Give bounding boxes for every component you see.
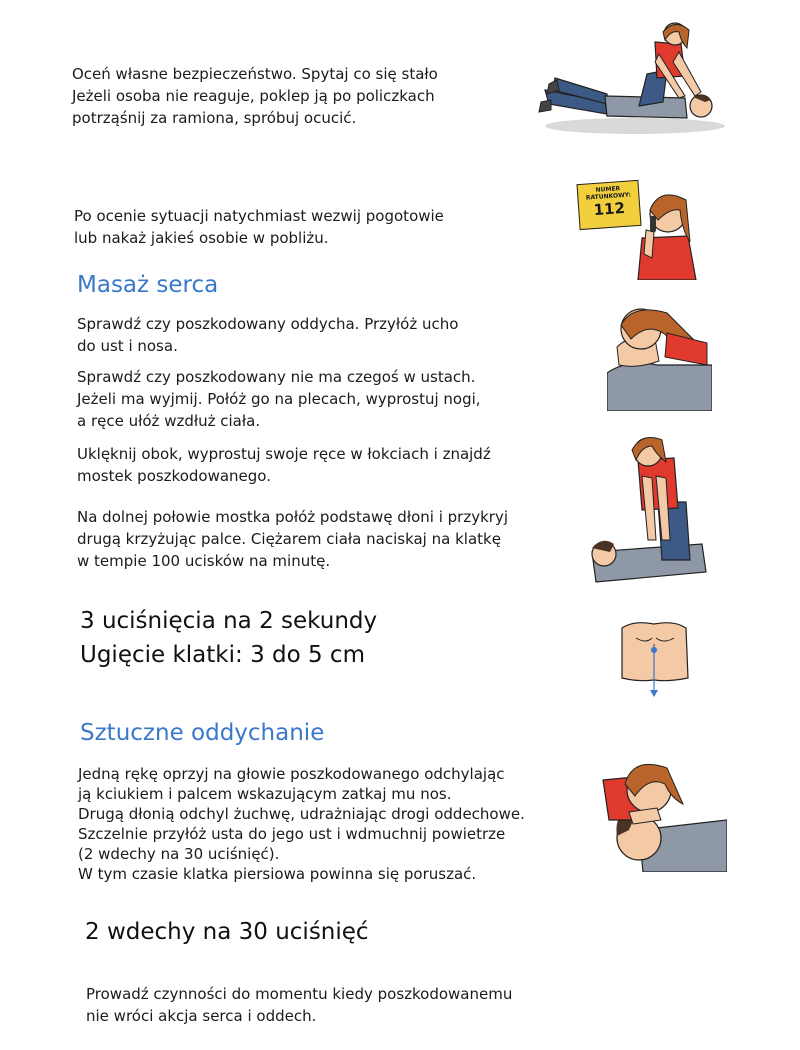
step1-text [72, 63, 438, 129]
breathing-line: Szczelnie przyłóż usta do jego ust i wdmuchnij powietrze [78, 825, 506, 843]
illustration-torso-compression-point [616, 618, 692, 700]
cpr-line: w tempie 100 ucisków na minutę. [77, 552, 331, 570]
cpr-paragraph-4 [77, 506, 508, 572]
sign-line2: RATUNKOWY: [585, 191, 632, 202]
cpr-summary-line: Ugięcie klatki: 3 do 5 cm [80, 642, 365, 668]
section-heading-cpr: Masaż serca [77, 272, 219, 298]
cpr-line: a ręce ułóż wzdłuż ciała. [77, 412, 261, 430]
sign-line1: NUMER [595, 185, 621, 194]
final-instruction [86, 983, 512, 1027]
breathing-paragraph [78, 764, 525, 884]
breathing-summary: 2 wdechy na 30 uciśnięć [85, 919, 369, 945]
cpr-paragraph-2 [77, 366, 481, 432]
final-line: nie wróci akcja serca i oddech. [86, 1007, 317, 1025]
illustration-rescue-breathing [599, 750, 727, 872]
section-heading-breathing: Sztuczne oddychanie [80, 720, 325, 746]
cpr-line: Sprawdź czy poszkodowany nie ma czegoś w ustach. [77, 368, 476, 386]
step2-line: Po ocenie sytuacji natychmiast wezwij pogotowie [74, 207, 444, 225]
step2-text [74, 205, 444, 249]
cpr-paragraph-3 [77, 443, 491, 487]
breathing-line: Drugą dłonią odchyl żuchwę, udrażniając drogi oddechowe. [78, 805, 525, 823]
breathing-line: W tym czasie klatka piersiowa powinna się poruszać. [78, 865, 477, 883]
step2-line: lub nakaż jakieś osobie w pobliżu. [74, 229, 329, 247]
cpr-summary-line: 3 uciśnięcia na 2 sekundy [80, 608, 378, 634]
illustration-check-breathing [607, 303, 712, 411]
cpr-line: drugą krzyżując palce. Ciężarem ciała naciskaj na klatkę [77, 530, 501, 548]
cpr-line: Jeżeli ma wyjmij. Połóż go na plecach, wyprostuj nogi, [77, 390, 481, 408]
cpr-line: do ust i nosa. [77, 337, 178, 355]
illustration-chest-compressions [582, 432, 712, 587]
cpr-paragraph-1 [77, 313, 458, 357]
breathing-line: Jedną rękę oprzyj na głowie poszkodowanego odchylając [78, 765, 505, 783]
cpr-line: Na dolnej połowie mostka połóż podstawę dłoni i przykryj [77, 508, 508, 526]
step1-line: Oceń własne bezpieczeństwo. Spytaj co się stało [72, 65, 438, 83]
sign-number: 112 [593, 198, 626, 220]
breathing-line: (2 wdechy na 30 uciśnięć). [78, 845, 280, 863]
cpr-summary [80, 604, 377, 672]
step1-line: Jeżeli osoba nie reaguje, poklep ją po policzkach [72, 87, 435, 105]
step1-line: potrząśnij za ramiona, spróbuj ocucić. [72, 109, 357, 127]
cpr-line: Uklęknij obok, wyprostuj swoje ręce w łokciach i znajdź [77, 445, 491, 463]
final-line: Prowadź czynności do momentu kiedy poszkodowanemu [86, 985, 513, 1003]
breathing-line: ją kciukiem i palcem wskazującym zatkaj mu nos. [78, 785, 452, 803]
illustration-phone-call [630, 180, 700, 280]
illustration-check-responsiveness [535, 18, 730, 138]
cpr-line: Sprawdź czy poszkodowany oddycha. Przyłóż ucho [77, 315, 459, 333]
cpr-line: mostek poszkodowanego. [77, 467, 271, 485]
